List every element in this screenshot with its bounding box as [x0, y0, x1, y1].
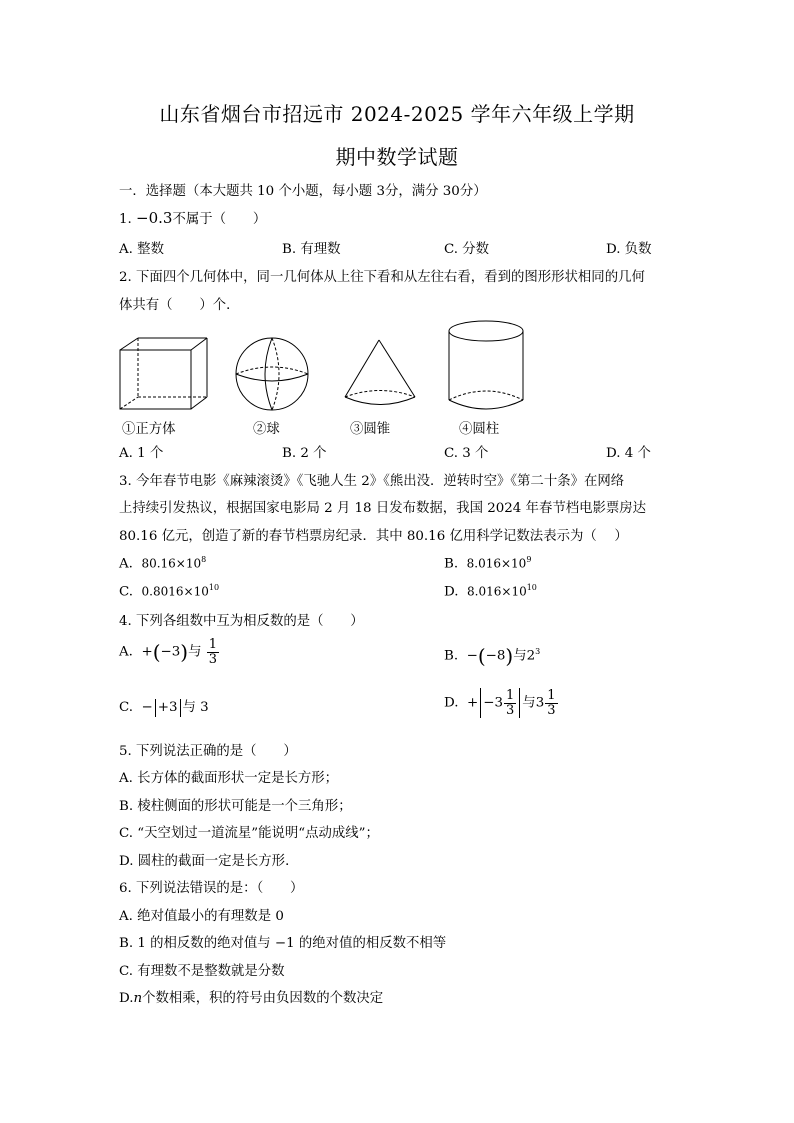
q2-stem-line2: 体共有（ ）个．: [119, 298, 240, 313]
cone-figure: [342, 338, 420, 412]
q2-option-c: C. 3 个: [444, 446, 489, 461]
q1-option-b: B. 有理数: [282, 242, 341, 257]
q1-text: 不属于（ ）: [172, 212, 267, 227]
q5-option-d: D. 圆柱的截面一定是长方形．: [119, 854, 299, 869]
fraction: $\frac{1}{3}$: [506, 687, 515, 718]
q1-option-a: A. 整数: [119, 242, 164, 257]
q6-stem: 6. 下列说法错误的是：（ ）: [119, 881, 304, 896]
q3-option-b: B. $8.016\times 10^9$: [444, 555, 532, 572]
section-heading: 一．选择题（本大题共 10 个小题，每小题 3分，满分 30分）: [119, 184, 487, 199]
doc-title-line2: 期中数学试题: [335, 145, 459, 169]
q1-number: 1.: [119, 212, 132, 227]
q6-option-b: B. 1 的相反数的绝对值与 −1 的绝对值的相反数不相等: [119, 936, 447, 951]
cylinder-figure: [446, 318, 528, 414]
q1-option-c: C. 分数: [444, 242, 490, 257]
q6-option-a: A. 绝对值最小的有理数是 0: [119, 909, 284, 924]
q5-stem: 5. 下列说法正确的是（ ）: [119, 744, 297, 759]
q6-option-c: C. 有理数不是整数就是分数: [119, 964, 285, 979]
figure-label-cube: ①正方体: [122, 422, 176, 437]
q5-option-c: C. “天空划过一道流星”能说明“点动成线”；: [119, 826, 379, 841]
q1-stem: [119, 208, 266, 227]
q4-option-d: D. + −3 $\frac{1}{3}$ 与3 $\frac{1}{3}$: [444, 687, 556, 718]
q4-option-b: B. −(−8)与$2^3$: [444, 644, 541, 668]
q2-stem-line1: 2. 下面四个几何体中，同一几何体从上往下看和从左往右看，看到的图形形状相同的几何: [119, 270, 645, 285]
q2-option-b: B. 2 个: [282, 446, 327, 461]
q3-stem-line3: 80.16 亿元，创造了新的春节档票房纪录．其中 80.16 亿用科学记数法表示为（ ）: [119, 529, 628, 544]
q4-stem: 4. 下列各组数中互为相反数的是（ ）: [119, 614, 364, 629]
q3-stem-line1: 3. 今年春节电影《麻辣滚烫》《飞驰人生 2》《熊出没．逆转时空》《第二十条》在网络: [119, 474, 625, 489]
figure-label-sphere: ②球: [253, 422, 280, 437]
q5-option-b: B. 棱柱侧面的形状可能是一个三角形；: [119, 799, 352, 814]
q3-option-a: A. $80.16\times 10^8$: [119, 555, 207, 572]
figure-label-cylinder: ④圆柱: [459, 422, 500, 437]
q6-option-d: D.n个数相乘，积的符号由负因数的个数决定: [119, 991, 384, 1006]
q1-option-d: D. 负数: [606, 242, 652, 257]
figure-label-cone: ③圆锥: [350, 422, 391, 437]
q3-option-d: D. $8.016\times 10^{10}$: [444, 583, 537, 600]
fraction: $\frac{1}{3}$: [208, 637, 217, 667]
q2-option-d: D. 4 个: [606, 446, 651, 461]
q1-value: −0.3: [136, 209, 173, 227]
q2-option-a: A. 1 个: [119, 446, 164, 461]
q4-option-c: C. − +3 与 3: [119, 700, 209, 715]
q4-option-a: A. +(−3)与 $\frac{1}{3}$: [119, 637, 217, 667]
cube-figure: [118, 336, 210, 412]
fraction: $\frac{1}{3}$: [547, 687, 556, 718]
q5-option-a: A. 长方体的截面形状一定是长方形；: [119, 771, 339, 786]
q3-option-c: C. $0.8016\times 10^{10}$: [119, 583, 220, 600]
q3-stem-line2: 上持续引发热议，根据国家电影局 2 月 18 日发布数据，我国 2024 年春节档电影票房达: [119, 501, 647, 516]
sphere-figure: [232, 336, 312, 412]
doc-title-line1: 山东省烟台市招远市 2024-2025 学年六年级上学期: [159, 102, 635, 126]
